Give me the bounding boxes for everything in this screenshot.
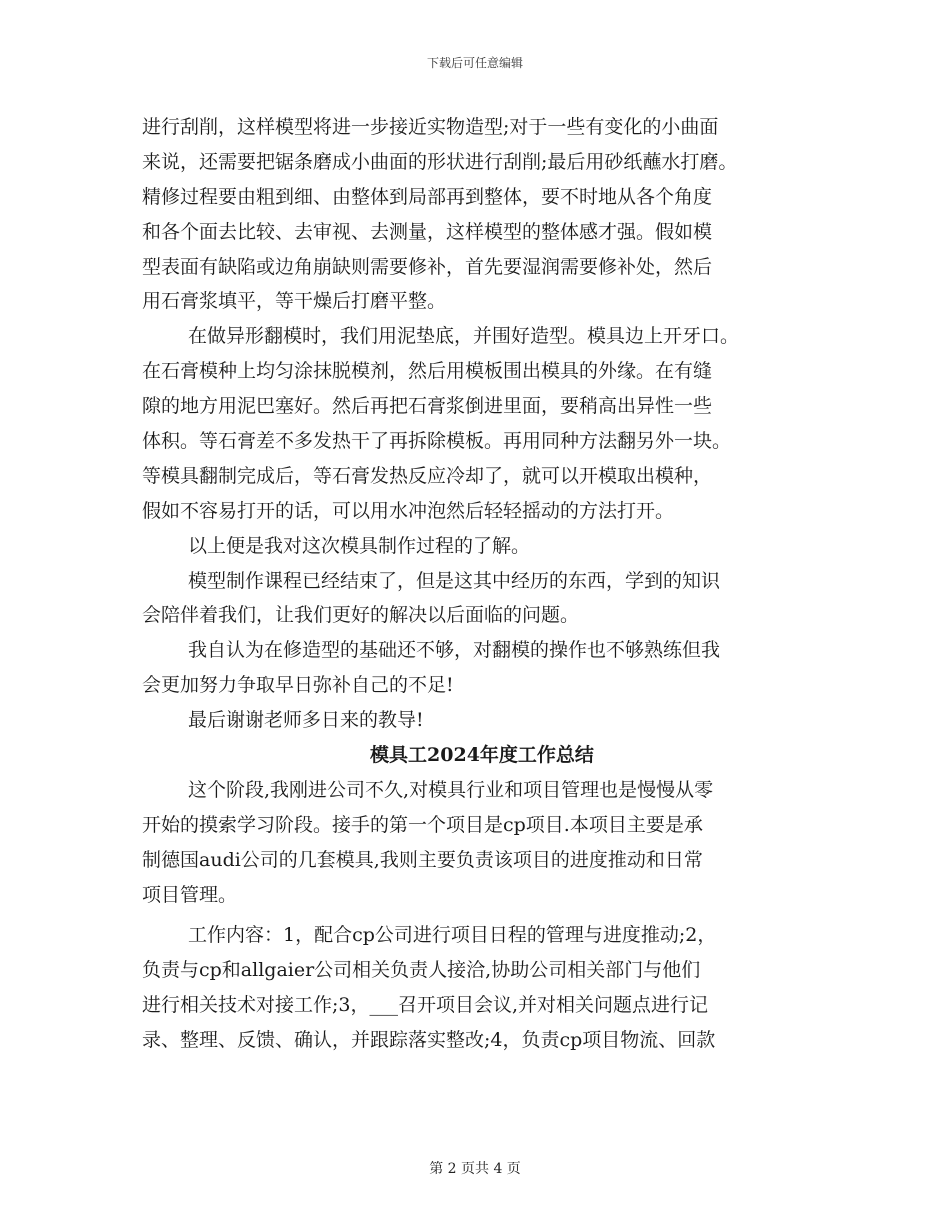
paragraph-line: 以上便是我对这次模具制作过程的了解。 [188, 534, 531, 557]
paragraph-line: 会陪伴着我们，让我们更好的解决以后面临的问题。 [142, 604, 580, 627]
paragraph-line: 精修过程要由粗到细、由整体到局部再到整体，要不时地从各个角度 [142, 185, 713, 208]
paragraph-line: 模型制作课程已经结束了，但是这其中经历的东西，学到的知识 [188, 569, 721, 592]
paragraph-line: 制德国audi公司的几套模具,我则主要负责该项目的进度推动和日常 [142, 848, 703, 871]
paragraph-work-content [142, 918, 822, 1058]
paragraph-line: 假如不容易打开的话，可以用水冲泡然后轻轻摇动的方法打开。 [142, 499, 675, 522]
paragraph-line: 在做异形翻模时，我们用泥垫底，并围好造型。模具边上开牙口。 [188, 325, 740, 348]
document-body [142, 110, 822, 1058]
paragraph-line: 进行相关技术对接工作;3，___召开项目会议,并对相关问题点进行记 [142, 994, 709, 1017]
page-number: 第 2 页共 4 页 [429, 1161, 521, 1177]
paragraph-thanks [142, 703, 822, 738]
paragraph-line: 来说，还需要把锯条磨成小曲面的形状进行刮削;最后用砂纸蘸水打磨。 [142, 150, 738, 173]
paragraph-line: 开始的摸索学习阶段。接手的第一个项目是cp项目.本项目主要是承 [142, 813, 703, 836]
paragraph-course-end [142, 564, 822, 634]
paragraph-line: 等模具翻制完成后，等石膏发热反应冷却了，就可以开模取出模种， [142, 464, 713, 487]
paragraph-line: 项目管理。 [142, 883, 238, 906]
section-title: 模具工2024年度工作总结 [370, 744, 594, 767]
paragraph-line: 用石膏浆填平，等干燥后打磨平整。 [142, 290, 447, 313]
paragraph-line: 最后谢谢老师多日来的教导! [188, 709, 424, 732]
paragraph-line: 进行刮削，这样模型将进一步接近实物造型;对于一些有变化的小曲面 [142, 116, 719, 138]
header-note: 下载后可任意编辑 [426, 56, 523, 70]
paragraph-line: 型表面有缺陷或边角崩缺则需要修补，首先要湿润需要修补处，然后 [142, 255, 713, 278]
paragraph-intro [142, 773, 822, 913]
paragraph-line: 隙的地方用泥巴塞好。然后再把石膏浆倒进里面，要稍高出异性一些 [142, 395, 713, 418]
paragraph-line: 在石膏模种上均匀涂抹脱模剂，然后用模板围出模具的外缘。在有缝 [142, 360, 713, 383]
paragraph-line: 录、整理、反馈、确认，并跟踪落实整改;4，负责cp项目物流、回款 [142, 1029, 716, 1052]
paragraph-self-review [142, 633, 822, 703]
paragraph-refinement [142, 110, 822, 319]
page-header [0, 54, 950, 71]
paragraph-line: 负责与cp和allgaier公司相关负责人接洽,协助公司相关部门与他们 [142, 959, 701, 982]
paragraph-mold-making [142, 319, 822, 528]
paragraph-line: 体积。等石膏差不多发热干了再拆除模板。再用同种方法翻另外一块。 [142, 430, 732, 453]
paragraph-line: 和各个面去比较、去审视、去测量，这样模型的整体感才强。假如模 [142, 220, 713, 243]
paragraph-line: 会更加努力争取早日弥补自己的不足! [142, 674, 454, 697]
paragraph-line: 我自认为在修造型的基础还不够，对翻模的操作也不够熟练但我 [188, 639, 721, 662]
paragraph-line: 这个阶段,我刚进公司不久,对模具行业和项目管理也是慢慢从零 [188, 778, 714, 801]
page-footer [0, 1158, 950, 1178]
paragraph-line: 工作内容：1，配合cp公司进行项目日程的管理与进度推动;2， [188, 924, 717, 947]
paragraph-summary [142, 529, 822, 564]
